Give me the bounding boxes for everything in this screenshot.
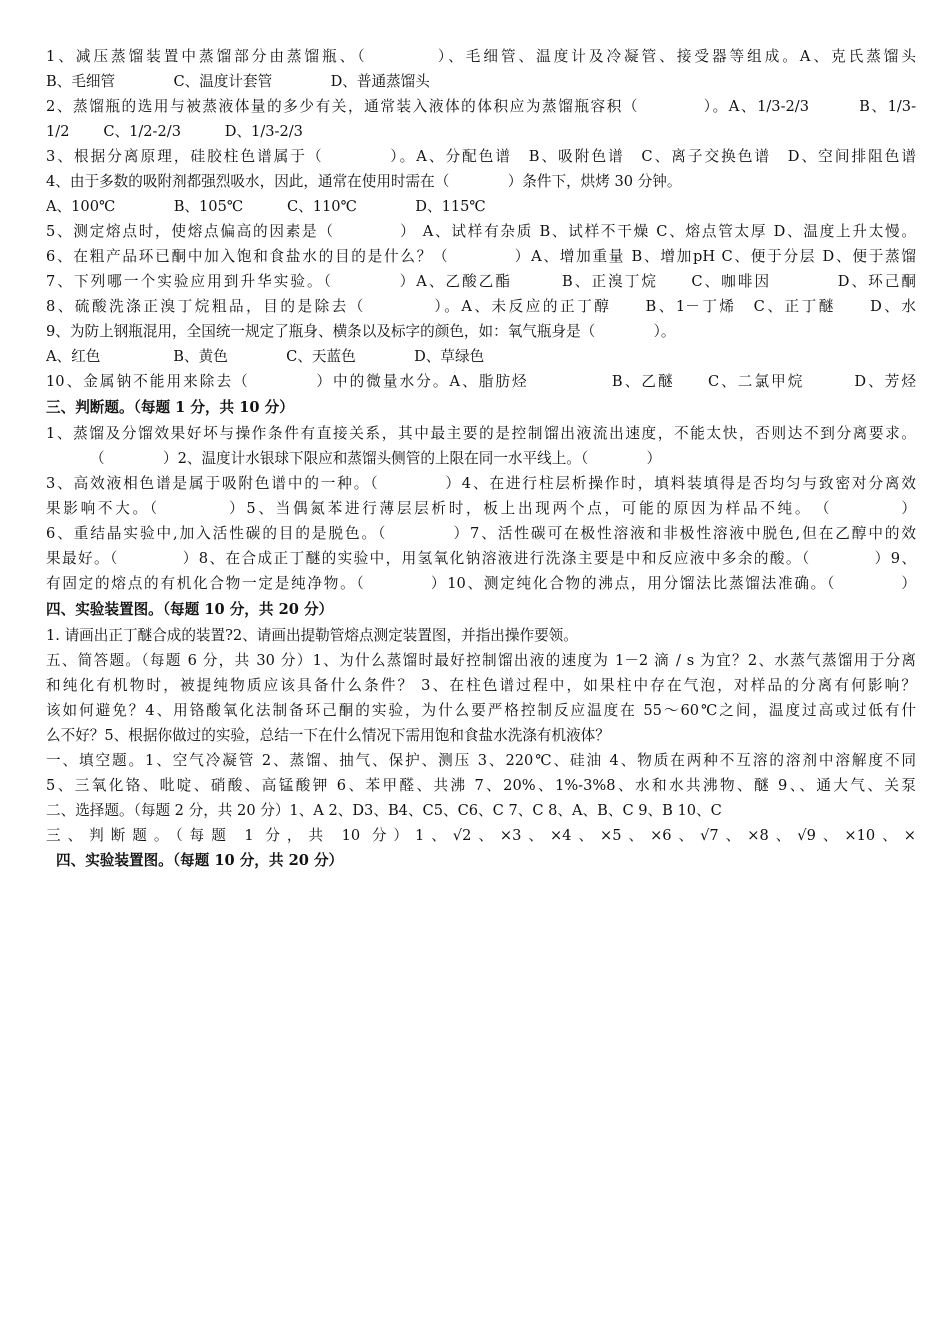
judgement-line: 果最好。（ ）8、在合成正丁醚的实验中，用氢氧化钠溶液进行洗涤主要是中和反应液中多余的酸。（ ）9、: [46, 550, 916, 567]
question-line: B、毛细管 C、温度计套管 D、普通蒸馏头: [46, 73, 430, 90]
judgement-line: （ ）2、温度计水银球下限应和蒸馏头侧管的上限在同一水平线上。（ ）: [90, 450, 662, 467]
judgement-line: 1、蒸馏及分馏效果好坏与操作条件有直接关系，其中最主要的是控制馏出液流出速度，不能太快，否则达不到分离要求。: [46, 425, 916, 442]
judgement-line: 3、高效液相色谱是属于吸附色谱中的一种。（ ）4、在进行柱层析操作时，填料装填得是否均匀与致密对分离效: [46, 475, 916, 492]
judgement-line: 果影响不大。（ ）5、当偶氮苯进行薄层层析时，板上出现两个点，可能的原因为样品不纯。 （ ）: [46, 500, 916, 517]
judgement-line: 有固定的熔点的有机化合物一定是纯净物。（ ）10、测定纯化合物的沸点，用分馏法比蒸馏法准确。（ ）: [46, 575, 916, 592]
drawing-question-line: 1. 请画出正丁醚合成的装置?2、请画出提勒管熔点测定装置图，并指出操作要领。: [46, 627, 578, 644]
question-line: 9、为防上钢瓶混用，全国统一规定了瓶身、横条以及标字的颜色，如：氧气瓶身是（ ）。: [46, 323, 676, 340]
question-line: 1、减压蒸馏装置中蒸馏部分由蒸馏瓶、（ ）、毛细管、温度计及冷凝管、接受器等组成。A、克氏蒸馏头: [46, 48, 916, 65]
answer-line: 二、选择题。（每题 2 分，共 20 分）1、A 2、D3、B4、C5、C6、C 7、C 8、A、B、C 9、B 10、C: [46, 802, 722, 819]
answer-line: 一、填空题。1、空气冷凝管 2、蒸馏、抽气、保护、测压 3、220℃、硅油 4、物质在两种不互溶的溶剂中溶解度不同: [46, 752, 916, 769]
question-line: A、红色 B、黄色 C、天蓝色 D、草绿色: [46, 348, 485, 365]
question-line: A、100℃ B、105℃ C、110℃ D、115℃: [46, 198, 486, 215]
question-line: 7、下列哪一个实验应用到升华实验。（ ）A、乙酸乙酯 B、正溴丁烷 C、咖啡因 D、环己酮: [46, 273, 916, 290]
question-line: 2、蒸馏瓶的选用与被蒸液体量的多少有关，通常装入液体的体积应为蒸馏瓶容积（ ）。A、1/3-2/3 B、1/3-: [46, 98, 916, 115]
short-answer-line: 么不好？5、根据你做过的实验，总结一下在什么情况下需用饱和食盐水洗涤有机液体？: [46, 727, 610, 744]
question-line: 3、根据分离原理，硅胶柱色谱属于（ ）。A、分配色谱 B、吸附色谱 C、离子交换色谱 D、空间排阻色谱: [46, 148, 916, 165]
section-heading: 三、判断题。（每题 1 分，共 10 分）: [46, 399, 294, 416]
question-line: 4、由于多数的吸附剂都强烈吸水，因此，通常在使用时需在（ ）条件下，烘烤 30 分钟。: [46, 173, 682, 190]
answer-line: 三、判断题。（每题 1 分，共 10 分）1、√2、×3、×4、×5、×6、√7、×8、√9、×10、×: [46, 827, 916, 844]
question-line: 10、金属钠不能用来除去（ ）中的微量水分。A、脂肪烃 B、乙醚 C、二氯甲烷 D、芳烃: [46, 373, 916, 390]
section-heading: 四、实验装置图。（每题 10 分，共 20 分）: [46, 601, 334, 618]
answer-line: 5、三氧化铬、吡啶、硝酸、高锰酸钾 6、苯甲醛、共沸 7、20%、1%-3%8、水和水共沸物、醚 9、、通大气、关泵: [46, 777, 916, 794]
section-heading: 四、实验装置图。（每题 10 分，共 20 分）: [56, 852, 344, 869]
question-line: 1/2 C、1/2-2/3 D、1/3-2/3: [46, 123, 303, 140]
question-line: 6、在粗产品环已酮中加入饱和食盐水的目的是什么？（ ）A、增加重量 B、增加pH C、便于分层 D、便于蒸馏: [46, 248, 916, 265]
judgement-line: 6、重结晶实验中,加入活性碳的目的是脱色。（ ）7、活性碳可在极性溶液和非极性溶液中脱色,但在乙醇中的效: [46, 525, 916, 542]
question-line: 8、硫酸洗涤正溴丁烷粗品，目的是除去（ ）。A、未反应的正丁醇 B、1－丁烯 C、正丁醚 D、水: [46, 298, 916, 315]
short-answer-line: 该如何避免？4、用铬酸氧化法制备环己酮的实验，为什么要严格控制反应温度在 55～60℃之间，温度过高或过低有什: [46, 702, 916, 719]
short-answer-line: 和纯化有机物时，被提纯物质应该具备什么条件？ 3、在柱色谱过程中，如果柱中存在气泡，对样品的分离有何影响？: [46, 677, 916, 694]
question-line: 5、测定熔点时，使熔点偏高的因素是（ ） A、试样有杂质 B、试样不干燥 C、熔点管太厚 D、温度上升太慢。: [46, 223, 916, 240]
short-answer-line: 五、简答题。（每题 6 分，共 30 分）1、为什么蒸馏时最好控制馏出液的速度为 1－2 滴 / s 为宜？2、水蒸气蒸馏用于分离: [46, 652, 916, 669]
